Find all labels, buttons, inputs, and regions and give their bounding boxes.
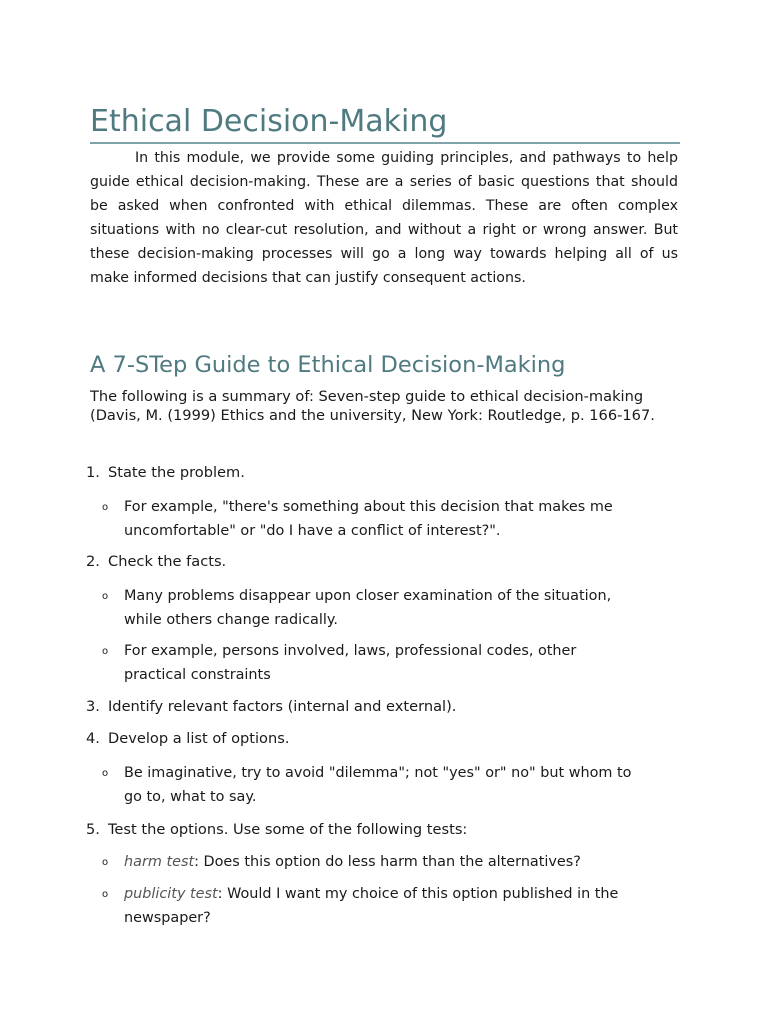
step-number: 2. [86, 553, 100, 570]
step-4 [86, 729, 289, 749]
bullet-text: For example, persons involved, laws, professional codes, other practical constraints [124, 643, 577, 683]
step-3 [86, 697, 456, 717]
bullet-icon: o [102, 591, 109, 602]
list-item [102, 495, 642, 543]
bullet-text [124, 850, 642, 874]
bullet-icon: o [102, 768, 109, 779]
bullet-text: For example, "there's something about this decision that makes me uncomfortable" or "do I have a conflict of interest?". [124, 499, 613, 539]
bullet-icon: o [102, 889, 109, 900]
step-2 [86, 552, 226, 572]
step-number: 1. [86, 464, 100, 481]
list-item [102, 850, 642, 874]
harm-test-term: harm test [124, 854, 195, 870]
bullet-text: Be imaginative, try to avoid "dilemma"; not "yes" or" no" but whom to go to, what to say. [124, 765, 632, 805]
bullet-icon: o [102, 646, 109, 657]
summary-paragraph: The following is a summary of: Seven-step guide to ethical decision-making (Davis, M. (1999) Ethics and the university, New York: Routledge, p. 166-167. [90, 388, 655, 424]
intro-paragraph: In this module, we provide some guiding principles, and pathways to help guide ethical decision-making. These are a series of basic questions that should be asked when confronted with ethical dilemmas. These are often complex situations with no clear-cut resolution, and without a right or wrong answer. But these decision-making processes will go a long way towards helping all of us make informed decisions that can justify consequent actions. [90, 150, 678, 286]
list-item [102, 882, 642, 930]
step-text: Develop a list of options. [108, 730, 290, 747]
step-text: Test the options. Use some of the following tests: [108, 821, 468, 838]
page-title: Ethical Decision-Making [90, 102, 680, 144]
list-item [102, 584, 642, 632]
step-number: 4. [86, 730, 100, 747]
step-1 [86, 463, 245, 483]
step-text: Check the facts. [108, 553, 227, 570]
bullet-icon: o [102, 857, 109, 868]
bullet-text: Many problems disappear upon closer examination of the situation, while others change radically. [124, 588, 612, 628]
bullet-text [124, 882, 642, 930]
publicity-test-term: publicity test [124, 886, 218, 902]
step-number: 5. [86, 821, 100, 838]
publicity-test-description: : Would I want my choice of this option published in the newspaper? [124, 886, 619, 926]
list-item [102, 761, 642, 809]
list-item [102, 639, 642, 687]
step-number: 3. [86, 698, 100, 715]
bullet-icon: o [102, 502, 109, 513]
step-5 [86, 820, 467, 840]
step-text: State the problem. [108, 464, 245, 481]
harm-test-description: : Does this option do less harm than the alternatives? [194, 854, 581, 870]
step-text: Identify relevant factors (internal and external). [108, 698, 457, 715]
section-heading: A 7-STep Guide to Ethical Decision-Making [90, 352, 566, 378]
